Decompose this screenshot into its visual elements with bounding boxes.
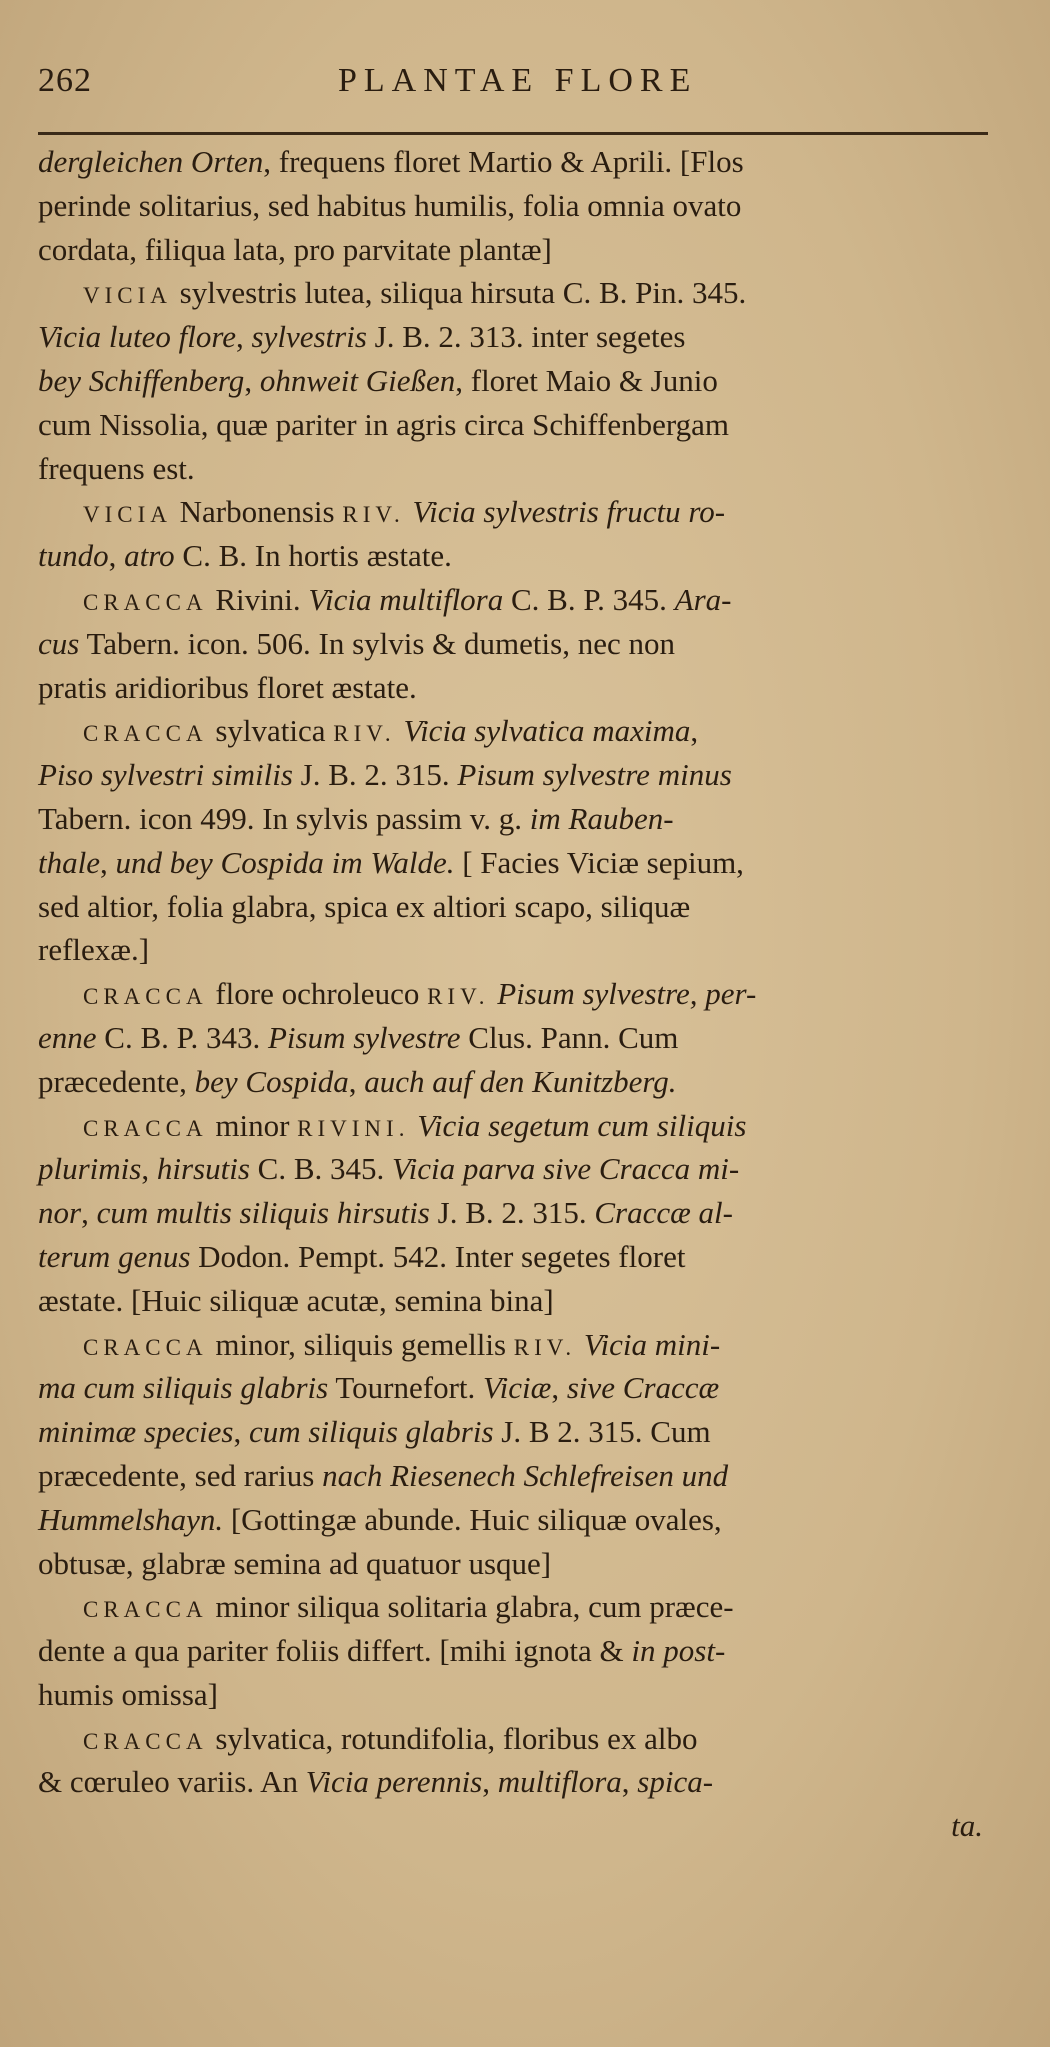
text-run: & cœruleo variis. An xyxy=(38,1764,306,1800)
italic-phrase: terum genus xyxy=(38,1238,191,1274)
italic-phrase: cus xyxy=(38,625,80,661)
text-line xyxy=(38,1366,1013,1410)
text-line xyxy=(38,709,1013,753)
text-line xyxy=(38,1060,1013,1104)
text-run: reflexæ.] xyxy=(38,932,150,968)
text-run: , xyxy=(108,538,125,574)
text-line xyxy=(38,797,1013,841)
italic-phrase: dergleichen Orten xyxy=(38,144,264,179)
italic-phrase: Vicia mini- xyxy=(583,1326,721,1362)
text-line xyxy=(38,1410,1013,1454)
text-line xyxy=(38,622,1013,666)
italic-phrase: spica- xyxy=(637,1764,714,1800)
italic-phrase: Pisum sylvestre, per- xyxy=(497,976,757,1012)
text-line xyxy=(38,1454,1013,1498)
text-line xyxy=(38,184,1013,228)
text-run: , xyxy=(621,1764,638,1800)
text-line xyxy=(38,1191,1013,1235)
text-run: perinde solitarius, sed habitus humilis, folia omnia ovato xyxy=(38,187,742,223)
text-line xyxy=(38,1016,1013,1060)
text-run: C. B. 345. xyxy=(249,1151,392,1187)
text-run xyxy=(576,1327,584,1362)
text-line xyxy=(38,1235,1013,1279)
text-run: sed altior, folia glabra, spica ex altiori scapo, siliquæ xyxy=(38,888,691,924)
text-line xyxy=(38,1323,1013,1367)
text-run: Narbonensis xyxy=(171,494,343,530)
text-run: , xyxy=(141,1151,157,1187)
running-head: PLANTAE FLORE xyxy=(338,62,698,99)
small-caps-term: CRACCA xyxy=(83,1334,208,1360)
italic-phrase: Vicia sylvestris fructu ro- xyxy=(412,494,726,530)
italic-phrase: Vicia luteo flore xyxy=(38,319,237,355)
italic-phrase: ohnweit Gießen xyxy=(259,362,456,398)
text-run: , xyxy=(236,319,252,355)
text-line xyxy=(38,1542,1013,1586)
text-run: humis omissa] xyxy=(38,1676,218,1712)
text-run: cum Nissolia, quæ pariter in agris circa Schiffenbergam xyxy=(38,406,729,442)
italic-phrase: sive Craccæ xyxy=(566,1370,720,1406)
text-line xyxy=(38,972,1013,1016)
text-line xyxy=(38,359,1013,403)
text-line xyxy=(38,271,1013,315)
text-line xyxy=(38,403,1013,447)
text-run: , xyxy=(81,1195,97,1231)
text-line xyxy=(38,1147,1013,1191)
italic-phrase: Craccæ al- xyxy=(594,1195,733,1231)
text-run: obtusæ, glabræ semina ad quatuor usque] xyxy=(38,1545,552,1581)
text-run: J. B 2. 315. Cum xyxy=(493,1414,711,1450)
small-caps-term: CRACCA xyxy=(83,1728,208,1754)
page-header xyxy=(38,58,1013,118)
italic-phrase: Pisum sylvestre minus xyxy=(457,757,732,793)
italic-phrase: tundo xyxy=(38,538,109,574)
text-run: frequens est. xyxy=(38,450,195,486)
small-caps-term: RIV. xyxy=(333,721,396,747)
italic-phrase: cum multis siliquis hirsutis xyxy=(96,1195,430,1231)
text-line xyxy=(38,1104,1013,1148)
small-caps-term: VICIA xyxy=(83,502,172,528)
text-run: , floret Maio & Junio xyxy=(455,362,718,398)
text-run: Rivini. xyxy=(207,581,309,617)
header-rule xyxy=(38,132,988,135)
text-line xyxy=(38,1629,1013,1673)
text-run: J. B. 2. 313. inter segetes xyxy=(366,319,686,355)
body-text xyxy=(38,140,1013,1848)
text-line xyxy=(38,666,1013,710)
text-line xyxy=(38,1585,1013,1629)
italic-phrase: atro xyxy=(124,538,175,574)
text-run: minor xyxy=(207,1107,298,1143)
text-line xyxy=(38,1673,1013,1717)
italic-phrase: Vicia segetum cum siliquis xyxy=(417,1107,747,1143)
text-run: minor siliqua solitaria glabra, cum præce- xyxy=(207,1589,734,1625)
text-run: minor, siliquis gemellis xyxy=(207,1326,514,1362)
italic-phrase: ma cum siliquis glabris xyxy=(38,1370,329,1406)
small-caps-term: RIV. xyxy=(513,1334,577,1360)
italic-phrase: thale xyxy=(38,844,100,880)
text-run: pratis aridioribus floret æstate. xyxy=(38,669,417,705)
text-run: Clus. Pann. Cum xyxy=(460,1019,679,1055)
text-run: sylvestris lutea, siliqua hirsuta C. B. Pin. 345. xyxy=(171,275,747,311)
text-line xyxy=(38,140,1013,184)
text-line xyxy=(38,490,1013,534)
italic-phrase: sylvestris xyxy=(251,319,367,355)
text-run: præcedente, xyxy=(38,1063,195,1099)
italic-phrase: ta. xyxy=(951,1808,983,1844)
text-line xyxy=(38,753,1013,797)
text-line xyxy=(38,447,1013,491)
text-run: æstate. [Huic siliquæ acutæ, semina bina] xyxy=(38,1282,554,1318)
italic-phrase: multiflora xyxy=(497,1764,622,1800)
italic-phrase: plurimis xyxy=(38,1151,142,1187)
small-caps-term: RIV. xyxy=(342,502,405,528)
text-run: sylvatica, rotundifolia, floribus ex albo xyxy=(207,1720,698,1756)
italic-phrase: hirsutis xyxy=(156,1151,250,1187)
italic-phrase: cum siliquis glabris xyxy=(248,1414,494,1450)
page-number: 262 xyxy=(38,62,92,99)
text-run: flore ochroleuco xyxy=(207,976,428,1012)
small-caps-term: RIVINI. xyxy=(297,1115,410,1141)
text-line xyxy=(38,1498,1013,1542)
italic-phrase: bey Schiffenberg xyxy=(38,362,245,398)
text-line xyxy=(38,534,1013,578)
text-run: C. B. P. 343. xyxy=(96,1019,268,1055)
small-caps-term: CRACCA xyxy=(83,589,208,615)
text-run: , xyxy=(348,1063,365,1099)
text-line xyxy=(38,928,1013,972)
text-run: , frequens floret Martio & Aprili. [Flos xyxy=(263,144,744,179)
italic-phrase: Vicia sylvatica maxima xyxy=(403,713,691,749)
text-run: Tabern. icon. 506. In sylvis & dumetis, nec non xyxy=(79,625,675,661)
italic-phrase: nach Riesenech Schlefreisen und xyxy=(322,1457,729,1493)
text-run: Tournefort. xyxy=(328,1370,484,1406)
italic-phrase: Vicia multiflora xyxy=(308,581,504,617)
text-run: , xyxy=(551,1370,567,1406)
text-line xyxy=(38,315,1013,359)
small-caps-term: CRACCA xyxy=(83,984,208,1010)
italic-phrase: Hummelshayn. xyxy=(38,1501,224,1537)
catchword xyxy=(38,1804,1013,1848)
text-run: [Gottingæ abunde. Huic siliquæ ovales, xyxy=(223,1501,722,1537)
italic-phrase: Viciæ xyxy=(483,1370,552,1406)
italic-phrase: Piso sylvestri similis xyxy=(38,757,293,793)
text-line xyxy=(38,1760,1013,1804)
small-caps-term: VICIA xyxy=(83,283,172,309)
text-line xyxy=(38,228,1013,272)
small-caps-term: CRACCA xyxy=(83,1115,208,1141)
italic-phrase: nor xyxy=(38,1195,82,1231)
italic-phrase: auch auf den Kunitzberg. xyxy=(364,1063,677,1099)
text-run: , xyxy=(690,713,699,749)
text-run: dente a qua pariter foliis differt. [mihi ignota & xyxy=(38,1633,632,1669)
text-run: , xyxy=(233,1414,249,1450)
text-run: Tabern. icon 499. In sylvis passim v. g. xyxy=(38,800,530,836)
italic-phrase: in post- xyxy=(631,1633,726,1669)
small-caps-term: CRACCA xyxy=(83,1597,208,1623)
text-run: J. B. 2. 315. xyxy=(429,1195,595,1231)
italic-phrase: bey Cospida xyxy=(194,1063,349,1099)
text-run: , xyxy=(244,362,260,398)
text-run: sylvatica xyxy=(207,713,334,749)
italic-phrase: enne xyxy=(38,1019,97,1055)
text-run: cordata, filiqua lata, pro parvitate plantæ] xyxy=(38,231,552,267)
text-run: , xyxy=(100,844,116,880)
text-run: præcedente, sed rarius xyxy=(38,1457,323,1493)
italic-phrase: im Rauben- xyxy=(529,800,674,836)
text-run: , xyxy=(482,1764,498,1800)
text-line xyxy=(38,1279,1013,1323)
text-run: C. B. P. 345. xyxy=(503,581,675,617)
text-run: [ Facies Viciæ sepium, xyxy=(454,844,744,880)
italic-phrase: Vicia parva sive Cracca mi- xyxy=(392,1151,740,1187)
small-caps-term: RIV. xyxy=(427,984,490,1010)
italic-phrase: Vicia perennis xyxy=(305,1764,483,1800)
text-run: Dodon. Pempt. 542. Inter segetes floret xyxy=(190,1238,686,1274)
text-run xyxy=(405,494,413,529)
text-line xyxy=(38,841,1013,885)
italic-phrase: minimæ species xyxy=(38,1414,234,1450)
italic-phrase: und bey Cospida im Walde. xyxy=(115,844,455,880)
text-line xyxy=(38,578,1013,622)
small-caps-term: CRACCA xyxy=(83,721,208,747)
text-run: C. B. In hortis æstate. xyxy=(174,538,452,574)
text-run: J. B. 2. 315. xyxy=(292,757,458,793)
italic-phrase: Pisum sylvestre xyxy=(267,1019,461,1055)
text-line xyxy=(38,885,1013,929)
text-line xyxy=(38,1717,1013,1761)
italic-phrase: Ara- xyxy=(674,581,732,617)
